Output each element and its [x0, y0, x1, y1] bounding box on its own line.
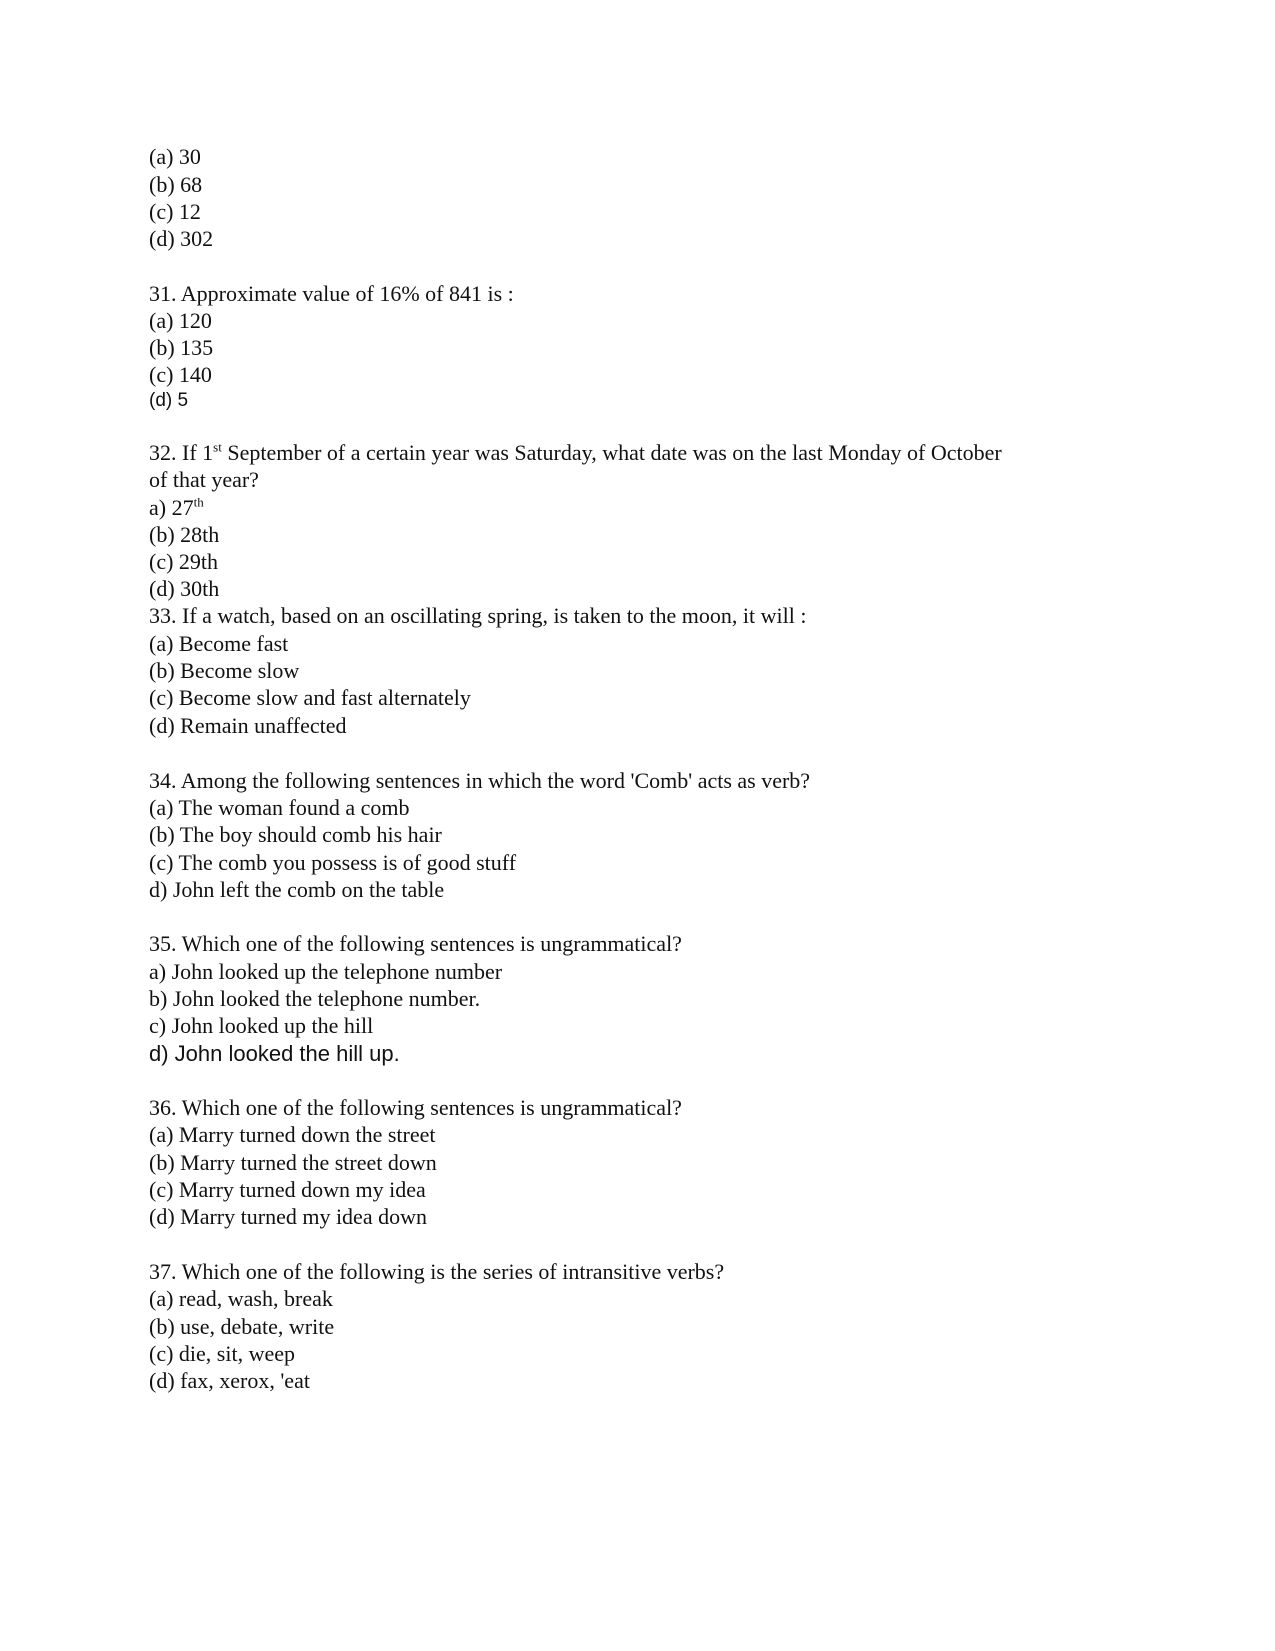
q32-option-a: [149, 494, 204, 522]
q32-question-line2: of that year?: [149, 467, 259, 492]
q33-option-a: (a) Become fast: [149, 631, 289, 656]
q32-option-b: (b) 28th: [149, 522, 220, 547]
q35-option-d: d) John looked the hill up.: [149, 1041, 400, 1066]
q36-option-a: (a) Marry turned down the street: [149, 1122, 436, 1147]
q36-option-b: (b) Marry turned the street down: [149, 1150, 437, 1175]
q37-option-c: (c) die, sit, weep: [149, 1341, 295, 1366]
q32-question: [149, 439, 1002, 467]
q30-option-a: (a) 30: [149, 144, 201, 169]
q32-option-d: (d) 30th: [149, 576, 220, 601]
q37-question: 37. Which one of the following is the series of intransitive verbs?: [149, 1259, 725, 1284]
q34-option-c: (c) The comb you possess is of good stuff: [149, 850, 517, 875]
q31-option-b: (b) 135: [149, 335, 214, 360]
q35-question: 35. Which one of the following sentences is ungrammatical?: [149, 931, 682, 956]
q33-question: 33. If a watch, based on an oscillating spring, is taken to the moon, it will :: [149, 603, 807, 628]
q32-question-prefix: 32. If 1: [149, 440, 214, 465]
q30-option-d: (d) 302: [149, 226, 214, 251]
q33-option-b: (b) Become slow: [149, 658, 300, 683]
q30-option-c: (c) 12: [149, 199, 201, 224]
q37-option-d: (d) fax, xerox, 'eat: [149, 1368, 310, 1393]
q32-option-a-prefix: a) 27: [149, 495, 194, 520]
q32-option-c: (c) 29th: [149, 549, 219, 574]
q36-option-d: (d) Marry turned my idea down: [149, 1204, 427, 1229]
q31-option-a: (a) 120: [149, 308, 212, 333]
q33-option-c: (c) Become slow and fast alternately: [149, 685, 471, 710]
q34-option-a: (a) The woman found a comb: [149, 795, 410, 820]
q30-option-b: (b) 68: [149, 172, 203, 197]
q31-option-d: (d) 5: [149, 390, 189, 411]
q37-option-a: (a) read, wash, break: [149, 1286, 333, 1311]
q31-option-c: (c) 140: [149, 362, 212, 387]
q36-question: 36. Which one of the following sentences is ungrammatical?: [149, 1095, 682, 1120]
q37-option-b: (b) use, debate, write: [149, 1314, 335, 1339]
q34-option-d: d) John left the comb on the table: [149, 877, 445, 902]
q34-question: 34. Among the following sentences in which the word 'Comb' acts as verb?: [149, 768, 811, 793]
q35-option-a: a) John looked up the telephone number: [149, 959, 503, 984]
q32-question-suffix: September of a certain year was Saturday, what date was on the last Monday of October: [221, 440, 1002, 465]
q31-question: 31. Approximate value of 16% of 841 is :: [149, 281, 514, 306]
q36-option-c: (c) Marry turned down my idea: [149, 1177, 426, 1202]
q32-question-superscript: st: [213, 439, 222, 455]
q33-option-d: (d) Remain unaffected: [149, 713, 347, 738]
q34-option-b: (b) The boy should comb his hair: [149, 822, 442, 847]
q35-option-c: c) John looked up the hill: [149, 1013, 374, 1038]
q32-option-a-superscript: th: [193, 494, 204, 510]
q35-option-b: b) John looked the telephone number.: [149, 986, 481, 1011]
